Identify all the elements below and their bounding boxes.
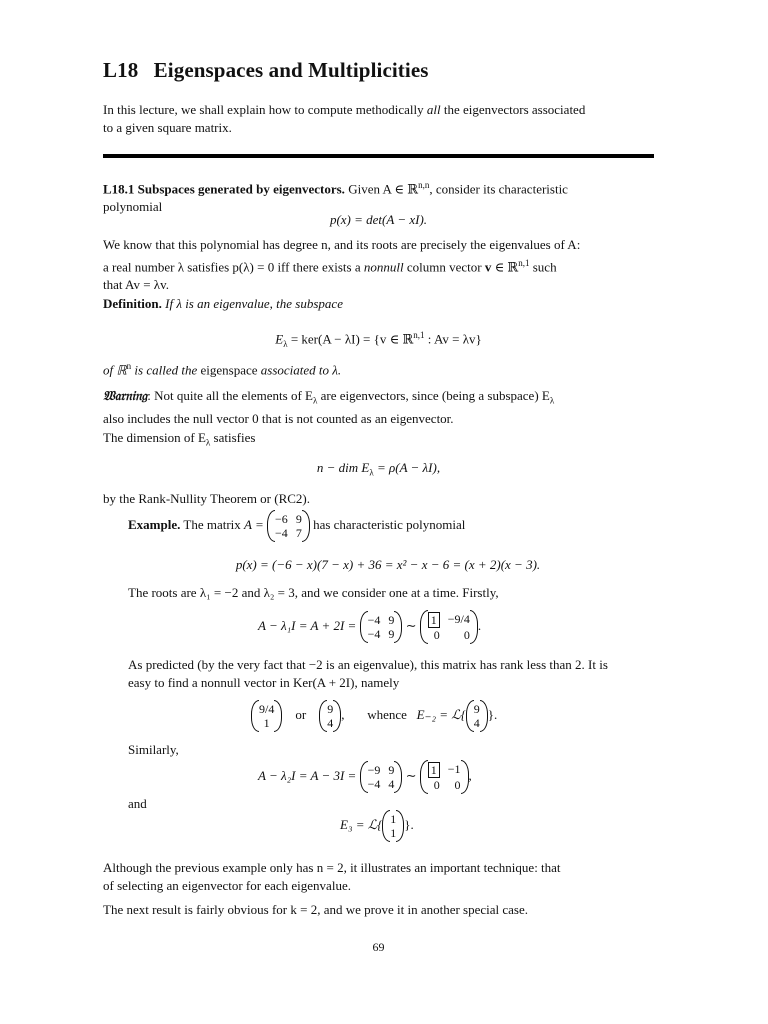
section-sup: n,n <box>418 180 430 190</box>
matrix-cell: −4 <box>367 613 381 627</box>
example-label: Example. <box>128 516 181 532</box>
matrix-reduced-2 <box>420 762 469 792</box>
equation-characteristic <box>103 211 654 229</box>
matrix-A-cell: −6 <box>275 512 288 526</box>
vector-cell: 1 <box>390 812 397 826</box>
vector-cell: 4 <box>473 716 480 730</box>
similarly-line <box>128 741 179 759</box>
intro-text-1: In this lecture, we shall explain how to compute methodically <box>103 102 427 117</box>
predicted-line-1: As predicted (by the very fact that −2 is an eigenvalue), this matrix has rank less than 2. It is <box>128 657 608 672</box>
example-line <box>128 512 648 540</box>
degree-line-2a: a real number λ satisfies p(λ) = 0 iff there exists a <box>103 259 364 275</box>
sim-symbol: ∼ <box>405 617 417 633</box>
vector-E3 <box>382 812 404 840</box>
def-end-d: associated to λ. <box>257 362 342 378</box>
matrix-A-minus-3I <box>360 763 403 791</box>
eq-eig-b: = ker(A − λI) = {v ∈ ℝ <box>287 331 414 347</box>
warning-line-1b: are eigenvectors, since (being a subspace) E <box>317 388 550 403</box>
matrix-cell: 4 <box>388 777 395 791</box>
eq-first-end: . <box>477 617 482 633</box>
example-matrix-label: A = <box>244 516 264 532</box>
eq-eig-sup: n,1 <box>413 330 425 340</box>
rank-nullity-line <box>103 490 654 508</box>
matrix-cell: 9 <box>388 763 395 777</box>
vector-cell: 9 <box>327 702 334 716</box>
roots-line <box>128 584 648 602</box>
lecture-title <box>103 58 429 83</box>
matrix-A-cell: −4 <box>275 526 288 540</box>
eq-second-lhs: A − λ₂I = A − 3I = <box>258 767 357 783</box>
eq-E-minus2: E₋₂ = ℒ{ <box>416 706 466 722</box>
degree-line-2c: column vector <box>403 259 485 275</box>
warning-paragraph <box>103 387 654 428</box>
or-text: or <box>295 706 307 722</box>
example-text-a: The matrix <box>180 516 245 532</box>
matrix-A <box>267 512 310 540</box>
definition-text: If λ is an eigenvalue, the subspace <box>161 296 343 311</box>
degree-line-2f: such <box>529 259 557 275</box>
vector-cell: 1 <box>390 826 397 840</box>
eq-E3-close: }. <box>404 816 414 832</box>
eq-close: }. <box>487 706 498 722</box>
eq-dim-b: = ρ(A − λI), <box>373 460 441 475</box>
definition-paragraph <box>103 295 654 313</box>
section-text-3: polynomial <box>103 199 163 215</box>
intro-text-3: to a given square matrix. <box>103 120 232 135</box>
vector-cell: 9 <box>473 702 480 716</box>
vector-3 <box>466 702 488 730</box>
matrix-cell: 9 <box>388 613 395 627</box>
degree-vector-v: v <box>484 259 492 275</box>
section-text-2: , consider its characteristic <box>429 181 568 197</box>
matrix-cell: −9/4 <box>447 612 470 626</box>
warning-sub-1: λ <box>313 395 318 406</box>
warning-sub-2: λ <box>549 395 555 406</box>
eq-dim-a: n − dim E <box>316 460 370 475</box>
dimension-a: The dimension of E <box>103 430 206 445</box>
warning-line-1: : Not quite all the elements of E <box>147 388 314 403</box>
and-line <box>128 795 147 813</box>
although-line-1: Although the previous example only has n = 2, it illustrates an important technique: that <box>103 860 561 875</box>
degree-line-3: that Av = λv. <box>103 277 169 293</box>
degree-paragraph <box>103 236 654 294</box>
predicted-line-2: easy to find a nonnull vector in Ker(A + 2I), namely <box>128 675 400 690</box>
degree-sup: n,1 <box>518 258 530 268</box>
matrix-cell: 9 <box>388 627 395 641</box>
eq-eig-a: E <box>275 331 284 347</box>
equation-polynomial <box>128 556 648 574</box>
equation-dimension <box>103 459 654 482</box>
degree-line-1: We know that this polynomial has degree n, and its roots are precisely the eigenvalues of A: <box>103 237 581 252</box>
intro-emph: all <box>426 102 441 117</box>
page <box>103 0 654 1024</box>
eq-eig-sub: λ <box>283 338 288 349</box>
although-paragraph <box>103 859 654 895</box>
sim-symbol: ∼ <box>405 767 417 783</box>
eq-dim-sub: λ <box>369 467 374 478</box>
matrix-cell: −4 <box>367 777 381 791</box>
def-end-c: eigenspace <box>200 362 258 378</box>
next-result-text: The next result is fairly obvious for k = 2, and we prove it in another special case. <box>103 902 529 917</box>
equation-second-reduction <box>258 762 658 792</box>
matrix-cell: −4 <box>367 627 381 641</box>
section-rule <box>103 154 654 158</box>
equation-vectors <box>251 702 671 730</box>
eq-char-text: p(x) = det(A − xI). <box>329 212 428 227</box>
def-end-a: of ℝ <box>103 362 127 378</box>
intro-paragraph <box>103 101 654 137</box>
intro-text-2: the eigenvectors associated <box>440 102 586 117</box>
eq-eig-c: : Av = λv} <box>424 331 482 347</box>
similarly-text: Similarly, <box>128 742 179 757</box>
vector-cell: 9/4 <box>259 702 275 716</box>
vector-cell: 1 <box>263 716 270 730</box>
equation-E3 <box>340 812 540 840</box>
although-line-2: of selecting an eigenvector for each eigenvalue. <box>103 878 351 893</box>
dimension-b: satisfies <box>210 430 256 445</box>
rank-nullity-text: by the Rank-Nullity Theorem or (RC2). <box>103 491 311 506</box>
vector-cell: 4 <box>327 716 334 730</box>
dimension-line <box>103 429 654 452</box>
eq-poly-text: p(x) = (−6 − x)(7 − x) + 36 = x² − x − 6 = (x + 2)(x − 3). <box>235 557 541 572</box>
matrix-A-cell: 9 <box>295 512 302 526</box>
dimension-sub: λ <box>205 437 211 448</box>
definition-end <box>103 357 654 379</box>
next-result-line <box>103 901 654 919</box>
section-heading: L18.1 Subspaces generated by eigenvectors. <box>103 181 345 197</box>
def-end-b: is called the <box>131 362 201 378</box>
warning-label: 𝔚𝔞𝔯𝔫𝔦𝔫𝔤 <box>103 389 148 404</box>
eq-second-end: , <box>468 767 472 783</box>
equation-first-reduction <box>258 612 658 642</box>
page-number: 69 <box>372 940 385 954</box>
eq-first-lhs: A − λ₁I = A + 2I = <box>258 617 357 633</box>
whence-text: whence <box>367 706 407 722</box>
pivot-cell: 1 <box>428 612 440 628</box>
matrix-reduced-1 <box>420 612 478 642</box>
lecture-number: L18 <box>103 58 139 82</box>
matrix-cell: −1 <box>447 762 461 776</box>
and-text: and <box>128 796 147 811</box>
pivot-cell: 1 <box>428 762 440 778</box>
matrix-cell: 0 <box>433 778 440 792</box>
lecture-title-text: Eigenspaces and Multiplicities <box>153 58 429 82</box>
equation-eigenspace <box>103 326 654 353</box>
def-end-sup: n <box>126 361 132 371</box>
roots-text: The roots are λ₁ = −2 and λ₂ = 3, and we consider one at a time. Firstly, <box>128 585 499 600</box>
eq-E3: E₃ = ℒ{ <box>340 816 383 832</box>
degree-line-2e: ∈ ℝ <box>491 259 519 275</box>
matrix-cell: −9 <box>367 763 381 777</box>
matrix-A-plus-2I <box>360 613 403 641</box>
comma: , <box>341 706 345 722</box>
example-text-b: has characteristic polynomial <box>313 516 466 532</box>
definition-label: Definition. <box>103 296 162 311</box>
vector-1 <box>251 702 282 730</box>
matrix-cell: 0 <box>463 628 470 642</box>
matrix-cell: 0 <box>454 778 461 792</box>
matrix-A-cell: 7 <box>295 526 302 540</box>
matrix-cell: 0 <box>433 628 440 642</box>
section-text-1: Given A ∈ ℝ <box>344 181 419 197</box>
predicted-paragraph <box>128 656 654 692</box>
degree-nonnull: nonnull <box>363 259 404 275</box>
warning-line-2: also includes the null vector 0 that is not counted as an eigenvector. <box>103 410 454 426</box>
vector-2 <box>319 702 341 730</box>
